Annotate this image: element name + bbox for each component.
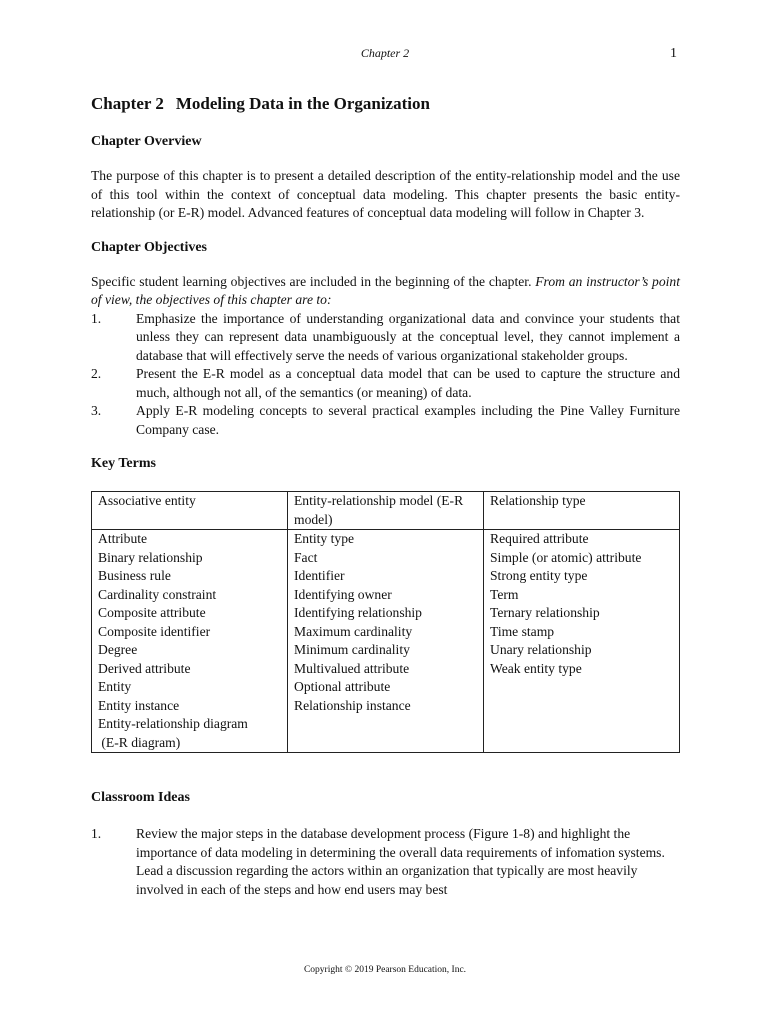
objectives-list — [91, 310, 680, 440]
term: Identifier — [294, 568, 345, 583]
running-header: Chapter 2 — [360, 46, 410, 60]
term: Associative entity — [98, 493, 196, 508]
overview-text: The purpose of this chapter is to present a detailed description of the entity-relationship model and the use of this tool within the context of conceptual data modeling. This chapter presents the basic entity-relationship (or E-R) model. Advanced features of conceptual data modeling will follow in Chapter 3. — [91, 168, 680, 220]
chapter-title — [91, 93, 680, 115]
classroom-list — [91, 825, 680, 899]
table-cell — [92, 530, 288, 753]
term: Time stamp — [490, 623, 555, 639]
objectives-intro — [91, 273, 680, 310]
objective-text: Emphasize the importance of understanding organizational data and convince your students that unless they can represent data unambiguously at the conceptual level, they cannot implement a database that will effectively serve the needs of various organizational stakeholder groups. — [136, 310, 680, 363]
term: Relationship instance — [294, 697, 411, 713]
chapter-name: Modeling Data in the Organization — [175, 94, 430, 113]
term: Simple (or atomic) attribute — [490, 549, 642, 565]
objectives-intro-plain: Specific student learning objectives are included in the beginning of the chapter. — [91, 273, 536, 289]
term: Unary relationship — [490, 642, 592, 657]
overview-heading: Chapter Overview — [91, 134, 202, 149]
term: Entity-relationship model (E-R model) — [294, 493, 464, 527]
term: Relationship type — [490, 493, 586, 508]
page-content — [91, 93, 680, 899]
term: Ternary relationship — [490, 605, 600, 620]
copyright-footer: Copyright © 2019 Pearson Education, Inc. — [303, 965, 467, 975]
objective-number: 1. — [91, 310, 102, 326]
term: Identifying relationship — [294, 605, 422, 620]
classroom-number: 1. — [91, 826, 102, 841]
objective-text: Present the E-R model as a conceptual data model that can be used to capture the structure and much, although not all, of the semantics (or meaning) of data. — [136, 366, 680, 400]
objective-number: 2. — [91, 366, 102, 381]
term: (E-R diagram) — [98, 734, 181, 750]
term: Binary relationship — [98, 549, 203, 565]
table-row — [92, 492, 680, 530]
objective-number: 3. — [91, 403, 102, 418]
objective-text: Apply E-R modeling concepts to several practical examples including the Pine Valley Furniture Company case. — [136, 403, 680, 437]
chapter-label: Chapter 2 — [91, 94, 164, 113]
page-number: 1 — [670, 46, 677, 61]
term: Composite identifier — [98, 623, 211, 639]
table-row — [92, 530, 680, 753]
term: Composite attribute — [98, 605, 206, 620]
table-cell — [288, 492, 484, 530]
key-terms-table — [91, 491, 680, 753]
objective-item — [91, 402, 680, 439]
table-cell — [92, 492, 288, 530]
term: Derived attribute — [98, 660, 191, 676]
term: Term — [490, 586, 519, 602]
term: Entity-relationship diagram — [98, 716, 248, 731]
term: Identifying owner — [294, 586, 392, 602]
term: Entity type — [294, 531, 355, 546]
objective-item — [91, 365, 680, 402]
term: Fact — [294, 549, 318, 565]
term: Cardinality constraint — [98, 586, 217, 602]
objective-item — [91, 310, 680, 366]
objectives-heading: Chapter Objectives — [91, 239, 207, 255]
term: Entity instance — [98, 697, 180, 713]
term: Degree — [98, 642, 138, 657]
term: Optional attribute — [294, 679, 391, 694]
term: Strong entity type — [490, 568, 588, 583]
key-terms-heading: Key Terms — [91, 456, 156, 471]
term: Required attribute — [490, 531, 589, 546]
term: Weak entity type — [490, 660, 582, 676]
term: Entity — [98, 679, 132, 694]
objectives-intro-italic: From an instructor’s point of view, the objectives of this chapter are to: — [91, 273, 680, 307]
term: Multivalued attribute — [294, 660, 410, 676]
table-cell — [484, 492, 680, 530]
table-cell — [484, 530, 680, 753]
term: Minimum cardinality — [294, 642, 410, 657]
term: Business rule — [98, 568, 171, 583]
classroom-heading: Classroom Ideas — [91, 790, 190, 805]
term: Maximum cardinality — [294, 623, 413, 639]
classroom-item — [91, 825, 680, 899]
classroom-text: Review the major steps in the database development process (Figure 1-8) and highlight the importance of data modeling in determining the overall data requirements of infomation systems. Lead a discussion regarding the actors within an organization that typically are most heavily involved in each of the steps and how end users may best — [136, 826, 665, 897]
term: Attribute — [98, 531, 148, 546]
table-cell — [288, 530, 484, 753]
